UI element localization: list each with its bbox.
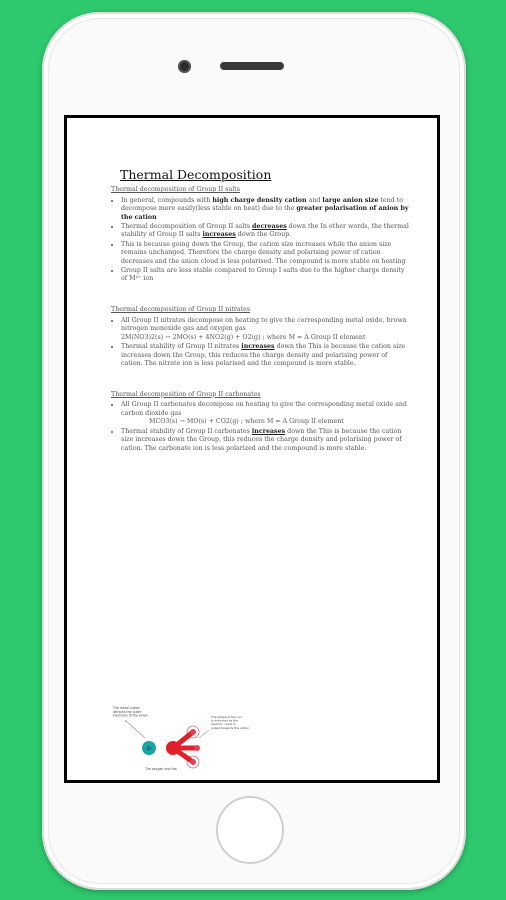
emphasis-text: decreases (252, 222, 287, 230)
body-text: down the This is because the cation size increases down the Group, this reduces the charge density and polarising power of cation. The nitrate ion is less polarised and the compound is more stable. (121, 342, 406, 368)
figure-note-left: The metal cation attracts the outer electrons of the anion (113, 706, 148, 718)
bullet-list (111, 317, 411, 369)
body-text: Group II salts are less stable compared to Group I salts due to the higher charge density of M²⁺ ion (121, 266, 405, 283)
section-heading: Thermal decomposition of Group II carbonates (111, 390, 261, 398)
body-text: In general, compounds with (121, 196, 213, 204)
figure-note-bottom: The oxygen and the (145, 767, 177, 771)
chemical-equation: 2M(NO3)2(s) → 2MO(s) + 4NO2(g) + O2(g) ; where M = A Group II element (121, 333, 366, 341)
section-heading: Thermal decomposition of Group II nitrates (111, 306, 251, 314)
body-text: Thermal decomposition of Group II salts (121, 222, 253, 230)
emphasis-text: greater polarisation of anion by the cation (121, 205, 409, 221)
bullet-item (121, 197, 411, 223)
section (111, 186, 411, 284)
bullet-item (121, 428, 411, 454)
emphasis-text: increases (202, 231, 236, 239)
emphasis-text: large anion size (322, 196, 379, 204)
bullet-item (121, 267, 411, 284)
body-text: tend to decompose more easily(less stable on heat) due to the (121, 196, 404, 213)
emphasis-text: high charge density cation (212, 196, 307, 204)
section-heading: Thermal decomposition of Group II salts (111, 186, 241, 193)
section (111, 306, 411, 369)
body-text: All Group II nitrates decompose on heating to give the corresponding metal oxide, brown nitrogen monoxide gas and oxygen gas (121, 316, 407, 333)
body-text: All Group II carbonates decompose on heating to give the corresponding metal oxide and carbon dioxide gas (121, 401, 407, 417)
body-text: This is because going down the Group, the cation size increases while the anion size remains unchanged. Therefore the charge density and polarising power of cation decreases and the anion cloud is less polarised. The compound is more stable on heating (121, 240, 406, 265)
bullet-item (121, 401, 411, 427)
body-text: down the Group. (235, 231, 292, 239)
bullet-item (121, 241, 411, 267)
phone-screen (64, 115, 440, 783)
figure-note-right: The shape of the ion is distorted as the electron cloud is pulled towards the cation (211, 715, 250, 730)
svg-text:-: - (166, 739, 168, 743)
body-text: Thermal stability of Group II carbonates (121, 427, 252, 435)
document-title: Thermal Decomposition (120, 167, 272, 182)
body-text: down the In other words, the thermal stability of Group II salts (121, 222, 409, 239)
document-content (111, 168, 411, 475)
anion-polarisation-figure (111, 700, 271, 772)
bullet-list (111, 401, 411, 453)
bullet-item (121, 343, 411, 369)
bullet-list (111, 197, 411, 284)
document-sections (111, 186, 411, 453)
front-camera-icon (178, 60, 191, 73)
distorted-anion (166, 726, 200, 768)
emphasis-text: increases (241, 342, 275, 350)
svg-text:+: + (181, 737, 184, 741)
chemical-equation: MCO3(s) → MO(s) + CO2(g) ; where M = A Group II element (149, 418, 344, 426)
body-text: Thermal stability of Group II nitrates (121, 342, 242, 350)
bullet-item (121, 223, 411, 240)
home-button[interactable] (216, 796, 284, 864)
bullet-item (121, 317, 411, 343)
cation-label: Sr (146, 746, 152, 751)
emphasis-text: increases (251, 427, 286, 435)
section (111, 391, 411, 454)
speaker-grille (220, 62, 284, 70)
body-text: down the This is because the cation size increases down the Group, this reduces the charge density and polarising power of cation. The carbonate ion is less polarized and the compound is more stable. (121, 427, 402, 452)
document-page[interactable] (67, 118, 437, 780)
body-text: and (306, 196, 323, 204)
